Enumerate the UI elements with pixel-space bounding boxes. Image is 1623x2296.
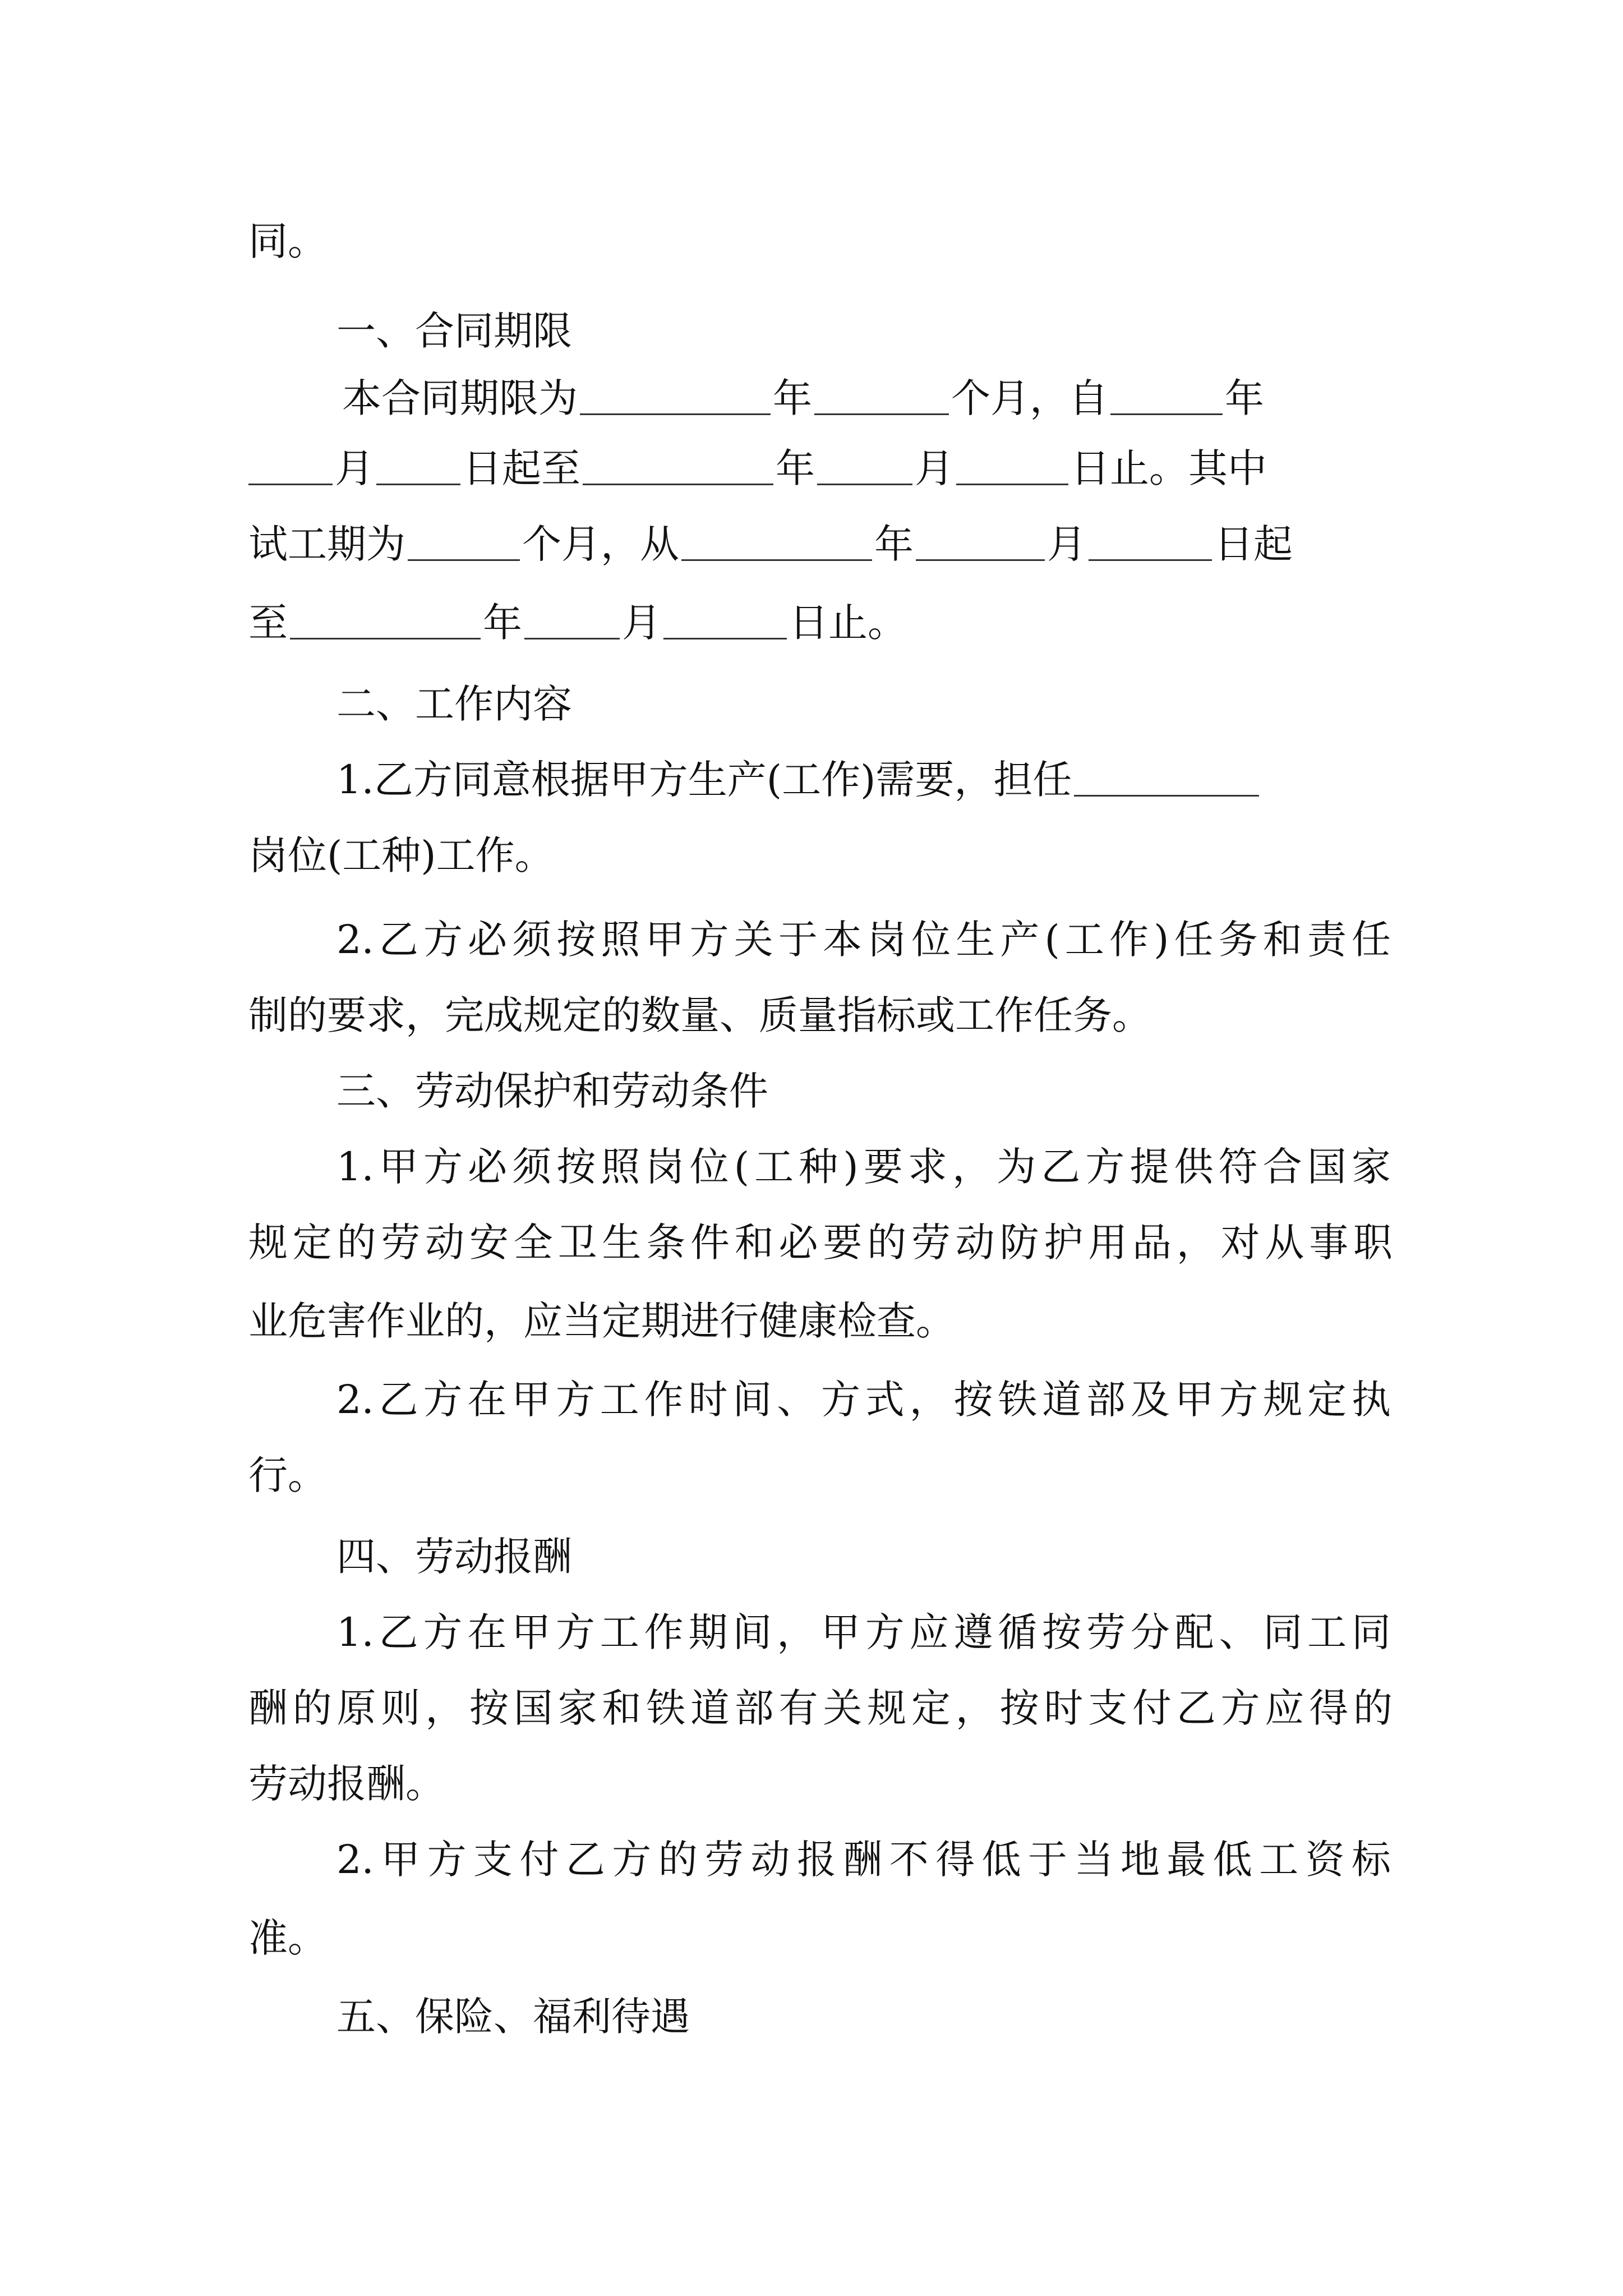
section-heading: [336, 1063, 1481, 1119]
line-text: 行。: [248, 1452, 327, 1498]
line-text: 日止。: [789, 600, 907, 646]
fill-blank: [524, 636, 620, 639]
line-text: 同。: [248, 218, 327, 264]
fill-blank: [916, 557, 1045, 561]
section-heading: [336, 676, 1481, 732]
text-line: [248, 1756, 1393, 1812]
line-text: 月: [335, 445, 374, 491]
line-text: 1.乙方同意根据甲方生产(工作)需要，担任: [336, 757, 1072, 803]
line-text: 个月，自: [951, 375, 1108, 421]
fill-blank: [814, 411, 949, 415]
line-text: 本合同期限为: [342, 375, 578, 421]
line-text: 规定的劳动安全卫生条件和必要的劳动防护用品，对从事职: [248, 1220, 1393, 1266]
text-line: [248, 987, 1393, 1043]
fill-blank: [248, 481, 333, 485]
line-text: 年: [776, 445, 815, 491]
text-line-with-blanks: [342, 370, 1396, 426]
heading-text: 四、劳动报酬: [336, 1534, 572, 1580]
line-text: 日起至: [463, 445, 580, 491]
text-line: [336, 912, 1391, 968]
line-text: 2.甲方支付乙方的劳动报酬不得低于当地最低工资标: [336, 1837, 1391, 1883]
text-line: [248, 827, 1393, 884]
line-text: 1.乙方在甲方工作期间，甲方应遵循按劳分配、同工同: [336, 1609, 1391, 1655]
line-text: 准。: [248, 1915, 327, 1961]
text-line-with-blanks: [248, 595, 1393, 651]
fill-blank: [817, 481, 912, 485]
fill-blank: [1089, 557, 1212, 561]
fill-blank: [663, 636, 787, 639]
line-text: 2.乙方在甲方工作时间、方式，按铁道部及甲方规定执: [336, 1377, 1391, 1423]
line-text: 酬的原则，按国家和铁道部有关规定，按时支付乙方应得的: [248, 1685, 1393, 1731]
line-text: 月: [1047, 521, 1086, 567]
line-text: 个月，从: [522, 521, 679, 567]
text-line: [336, 1139, 1391, 1195]
text-line: [336, 1372, 1391, 1428]
text-line: [248, 1214, 1393, 1271]
fill-blank: [1110, 411, 1223, 415]
line-text: 1.甲方必须按照岗位(工种)要求，为乙方提供符合国家: [336, 1144, 1391, 1190]
fill-blank: [681, 557, 872, 561]
line-text: 岗位(工种)工作。: [248, 832, 554, 878]
fill-blank: [408, 557, 520, 561]
text-line-with-blanks: [336, 752, 1391, 808]
line-text: 月: [622, 600, 661, 646]
text-line: [248, 213, 1393, 269]
text-line-with-blanks: [248, 440, 1393, 496]
section-heading: [336, 1989, 1481, 2045]
line-text: 日止。其中: [1071, 445, 1267, 491]
line-text: 业危害作业的，应当定期进行健康检查。: [248, 1298, 955, 1344]
section-heading: [336, 1529, 1481, 1585]
line-text: 月: [915, 445, 954, 491]
text-line-with-blanks: [248, 516, 1393, 572]
line-text: 试工期为: [248, 521, 405, 567]
line-text: 年: [483, 600, 522, 646]
line-text: 年: [874, 521, 914, 567]
heading-text: 二、工作内容: [336, 681, 572, 727]
text-line: [336, 1832, 1391, 1888]
fill-blank: [956, 481, 1068, 485]
line-text: 至: [248, 600, 288, 646]
fill-blank: [583, 481, 773, 485]
section-heading: [336, 303, 1481, 359]
fill-blank: [1074, 793, 1259, 797]
text-line: [248, 1910, 1393, 1966]
line-text: 年: [1225, 375, 1264, 421]
heading-text: 一、合同期限: [336, 308, 572, 354]
text-line: [248, 1293, 1393, 1349]
line-text: 劳动报酬。: [248, 1761, 445, 1807]
fill-blank: [290, 636, 481, 639]
text-line: [248, 1447, 1393, 1503]
line-text: 2.乙方必须按照甲方关于本岗位生产(工作)任务和责任: [336, 917, 1391, 963]
line-text: 日起: [1214, 521, 1293, 567]
line-text: 制的要求，完成规定的数量、质量指标或工作任务。: [248, 992, 1151, 1038]
fill-blank: [580, 411, 771, 415]
heading-text: 五、保险、福利待遇: [336, 1994, 690, 2040]
text-line: [336, 1604, 1391, 1660]
text-line: [248, 1680, 1393, 1736]
line-text: 年: [773, 375, 812, 421]
heading-text: 三、劳动保护和劳动条件: [336, 1068, 768, 1114]
fill-blank: [376, 481, 460, 485]
